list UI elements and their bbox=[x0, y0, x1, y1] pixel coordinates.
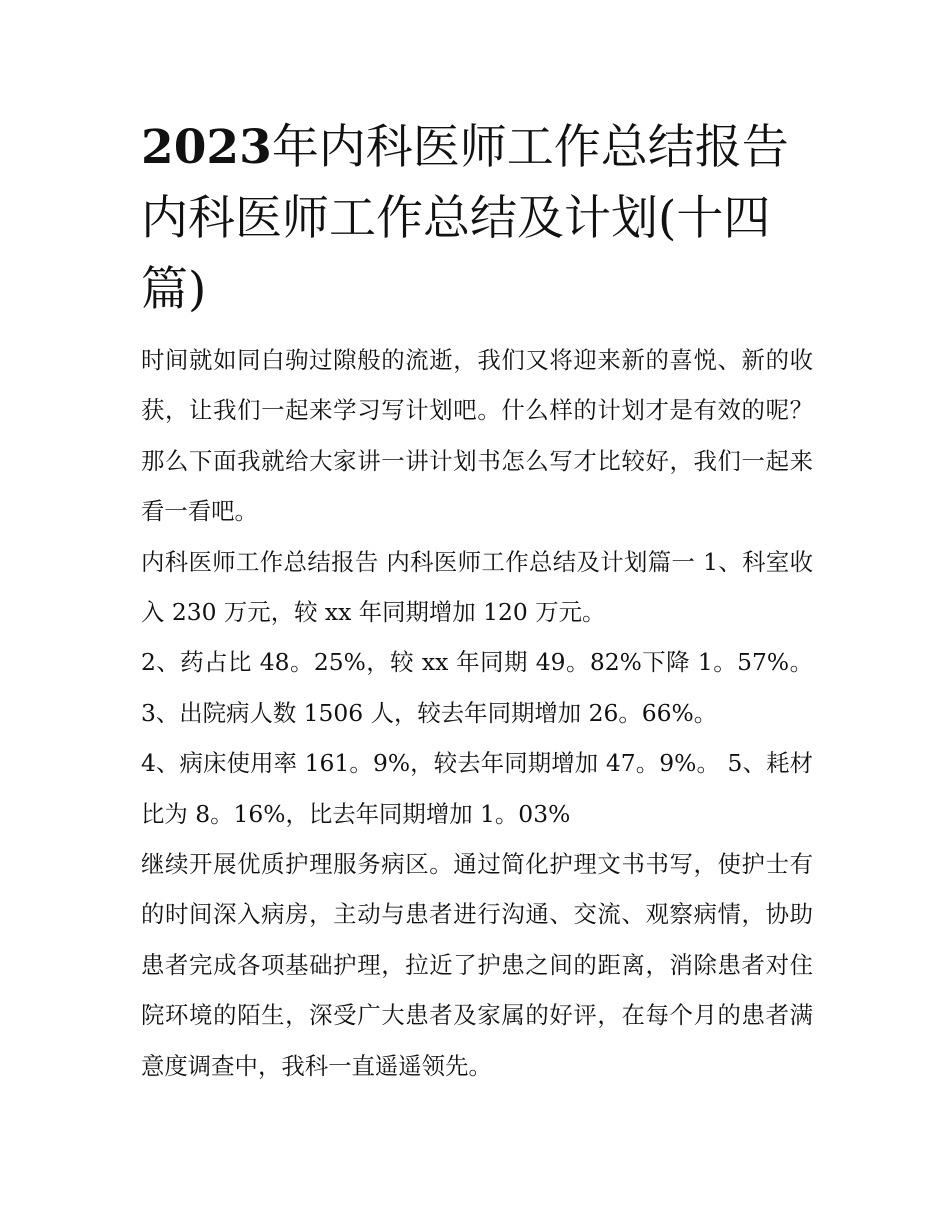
title-text: 年内科医师工作总结报告 内科医师工作总结及计划(十四篇) bbox=[141, 120, 789, 317]
nursing-service-paragraph: 继续开展优质护理服务病区。通过简化护理文书书写，使护士有的时间深入病房，主动与患者进行沟通、交流、观察病情，协助患者完成各项基础护理，拉近了护患之间的距离，消除患者对住院环境的陌生，深受广大患者及家属的好评，在每个月的患者满意度调查中，我科一直遥遥领先。 bbox=[141, 850, 813, 1080]
document-page bbox=[141, 112, 813, 1091]
summary-paragraph-1: 内科医师工作总结报告 内科医师工作总结及计划篇一 1、科室收入 230 万元，较 xx 年同期增加 120 万元。 bbox=[141, 547, 813, 627]
summary-paragraph-2: 2、药占比 48。25%，较 xx 年同期 49。82%下降 1。57%。 3、出院病人数 1506 人，较去年同期增加 26。66%。 bbox=[141, 648, 813, 727]
document-title bbox=[141, 112, 813, 325]
summary-paragraph-3: 4、病床使用率 161。9%，较去年同期增加 47。9%。 5、耗材比为 8。16%，比去年同期增加 1。03% bbox=[141, 749, 813, 828]
intro-paragraph: 时间就如同白驹过隙般的流逝，我们又将迎来新的喜悦、新的收获，让我们一起来学习写计划吧。什么样的计划才是有效的呢？那么下面我就给大家讲一讲计划书怎么写才比较好，我们一起来看一看吧。 bbox=[141, 346, 813, 526]
title-year: 2023 bbox=[141, 120, 272, 175]
